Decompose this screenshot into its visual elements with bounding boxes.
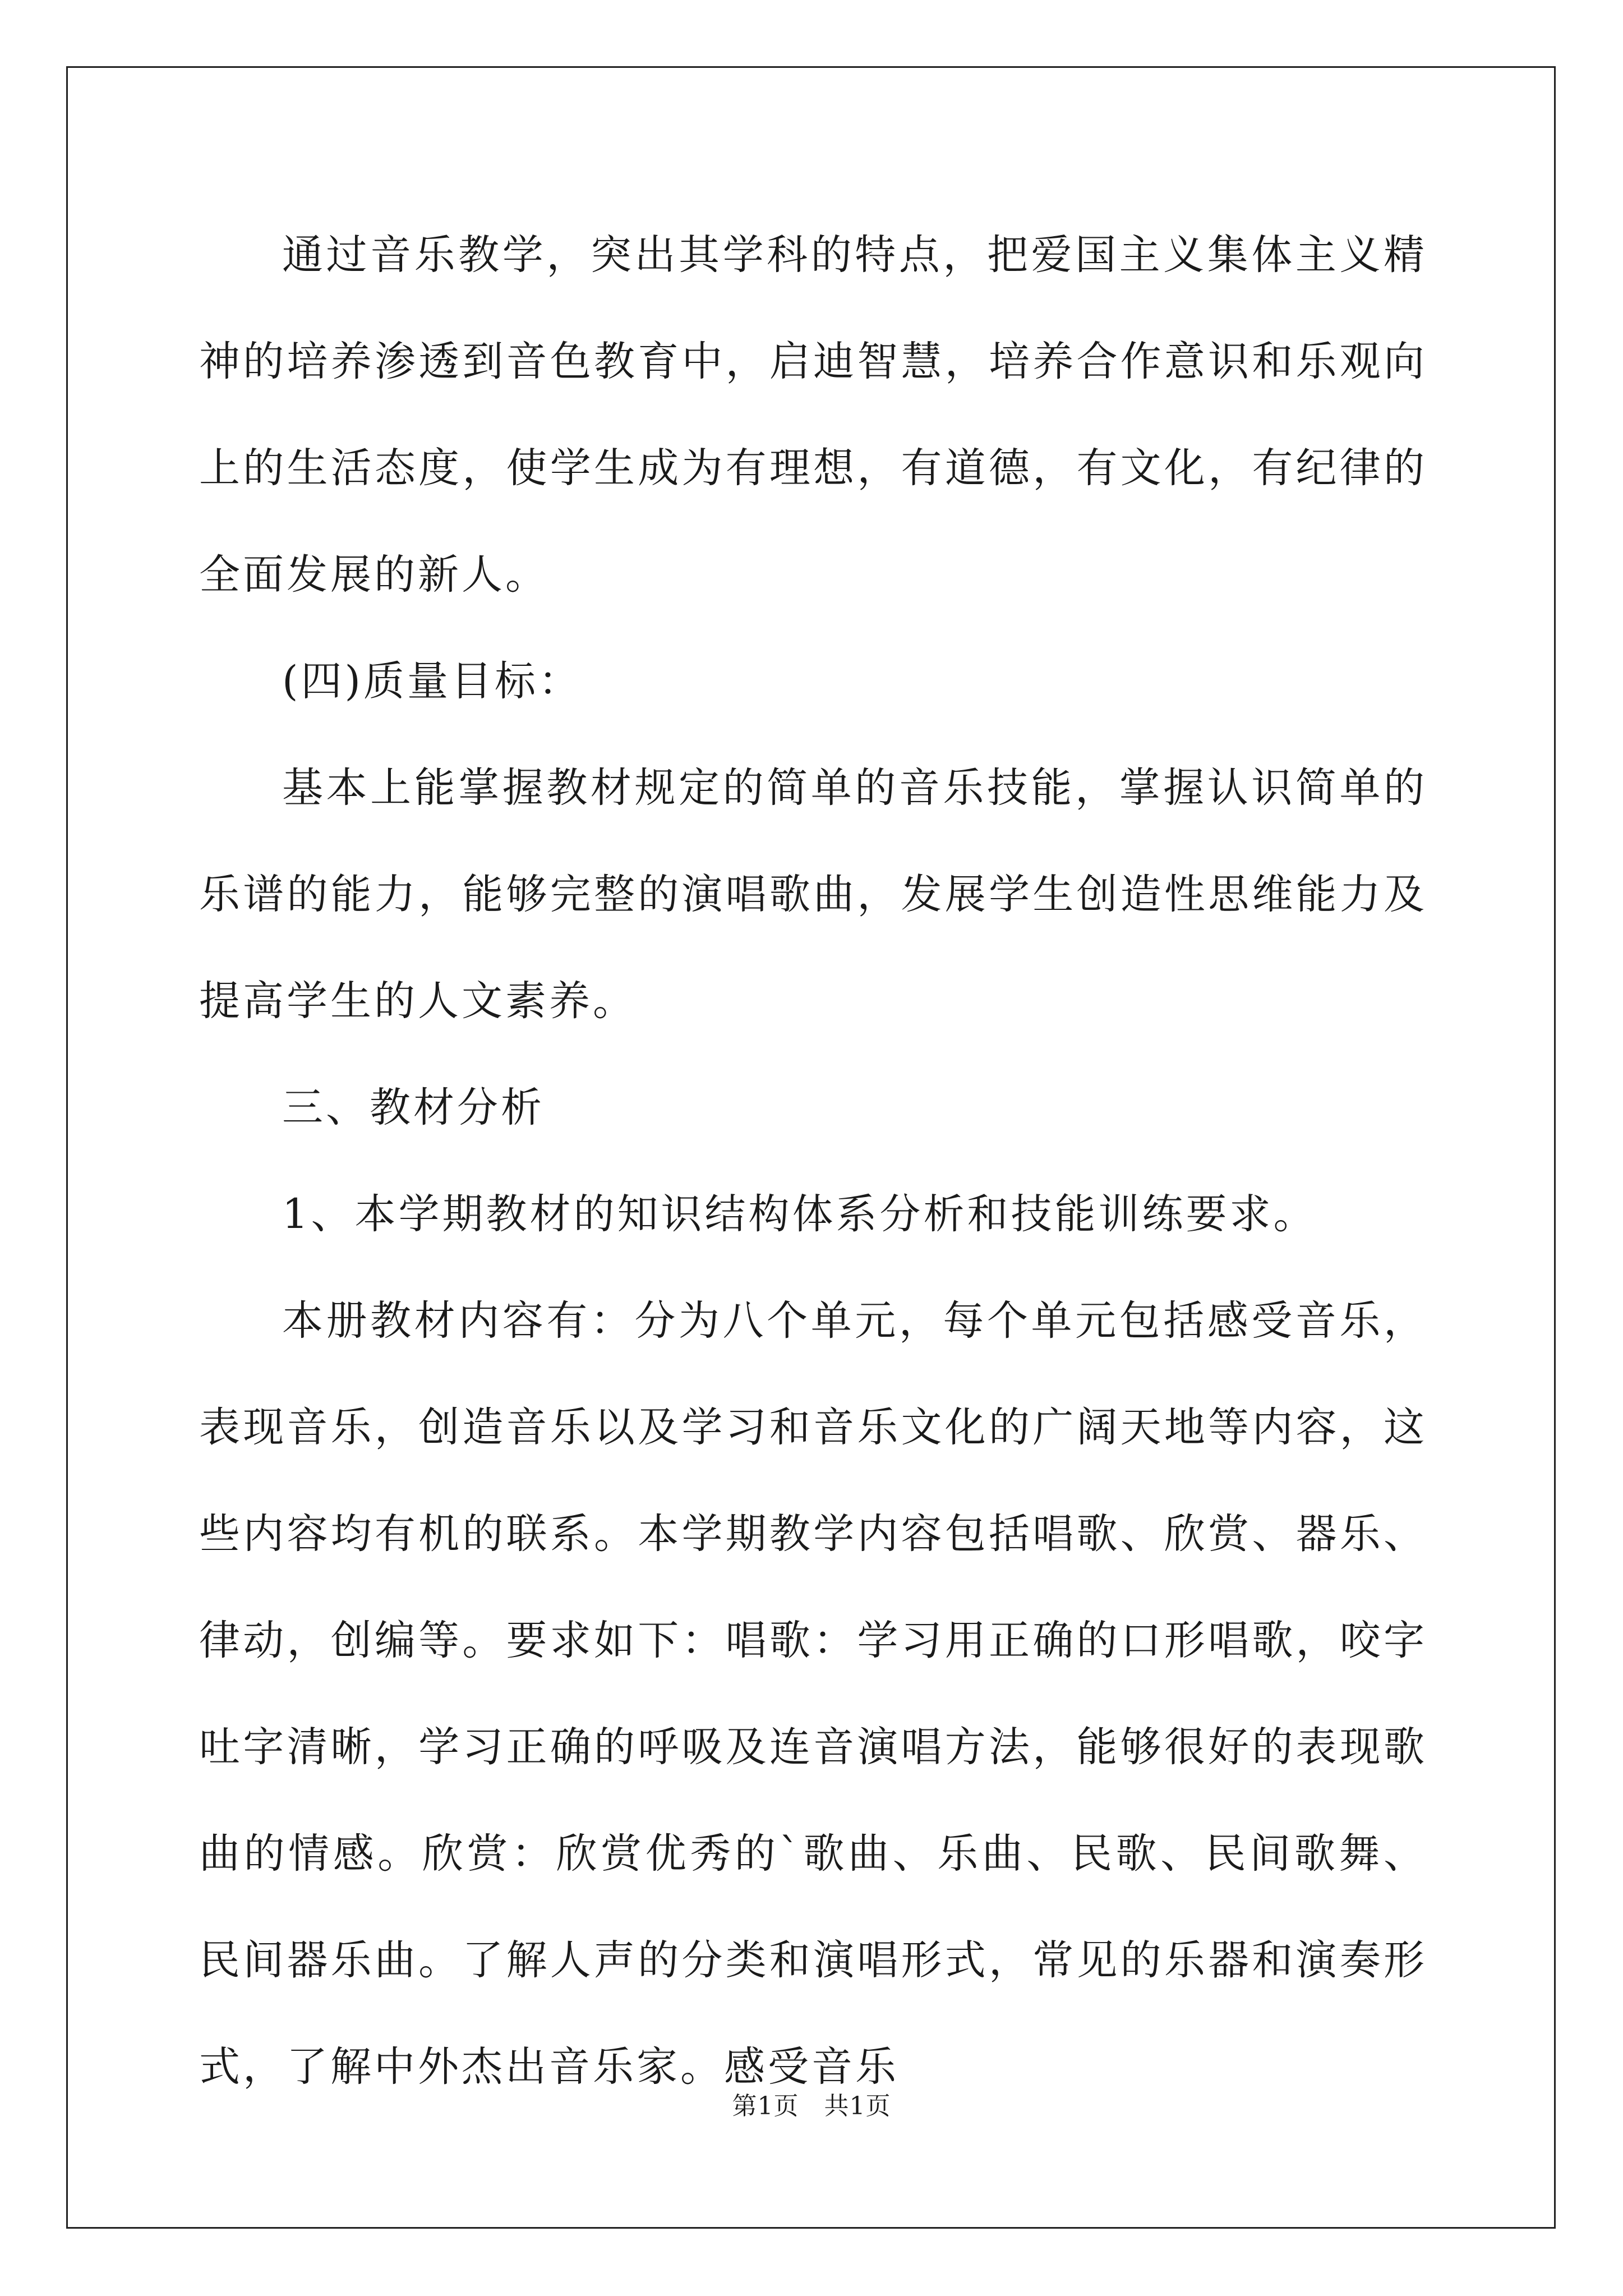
heading-knowledge-structure: 1、本学期教材的知识结构体系分析和技能训练要求。 xyxy=(282,1190,1317,1238)
paragraph-textbook-content: 本册教材内容有：分为八个单元，每个单元包括感受音乐，表现音乐，创造音乐以及学习和音乐文化的广阔天地等内容，这些内容均有机的联系。本学期教学内容包括唱歌、欣赏、器乐、律动，创编等。要求如下：唱歌：学习用正确的口形唱歌，咬字吐字清晰，学习正确的呼吸及连音演唱方法，能够很好的表现歌曲的情感。欣赏：欣赏优秀的`歌曲、乐曲、民歌、民间歌舞、民间器乐曲。了解人声的分类和演唱形式，常见的乐器和演奏形式，了解中外杰出音乐家。感受音乐 xyxy=(199,1297,1427,2091)
paragraph-quality-target: 基本上能掌握教材规定的简单的音乐技能，掌握认识简单的乐谱的能力，能够完整的演唱歌曲，发展学生创造性思维能力及提高学生的人文素养。 xyxy=(199,764,1427,1025)
heading-textbook-analysis: 三、教材分析 xyxy=(282,1084,545,1131)
paragraph-teaching-goal: 通过音乐教学，突出其学科的特点，把爱国主义集体主义精神的培养渗透到音色教育中，启迪智慧，培养合作意识和乐观向上的生活态度，使学生成为有理想，有道德，有文化，有纪律的全面发展的新人。 xyxy=(199,231,1427,599)
document-body xyxy=(199,202,1427,2120)
heading-quality-target: (四)质量目标： xyxy=(282,657,582,705)
page-footer: 第1页 共1页 xyxy=(732,2092,891,2120)
